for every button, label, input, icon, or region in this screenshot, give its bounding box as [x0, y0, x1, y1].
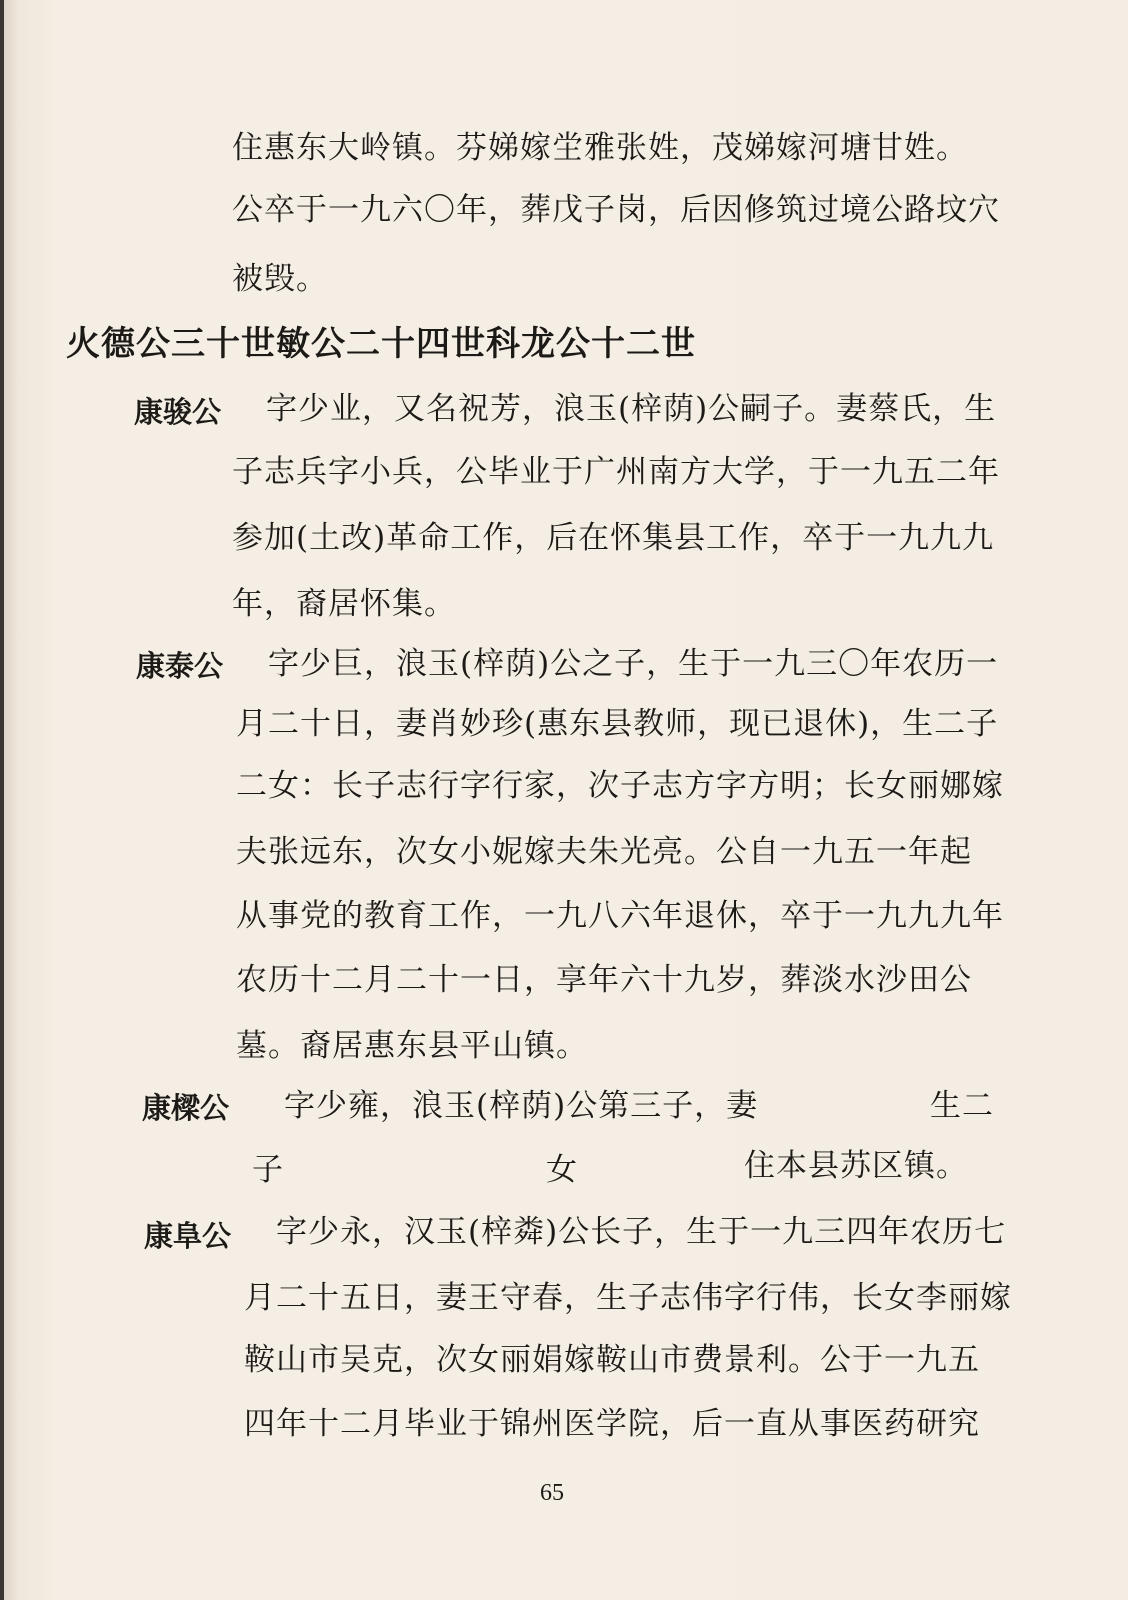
section-heading: 火德公三十世敏公二十四世科龙公十二世 [66, 324, 696, 364]
text-line: 年，裔居怀集。 [232, 586, 456, 622]
text-line: 字少雍，浪玉(梓荫)公第三子，妻 [284, 1088, 759, 1124]
text-line: 二女：长子志行字行家，次子志方字方明；长女丽娜嫁 [236, 768, 1004, 804]
text-line: 参加(土改)革命工作，后在怀集县工作，卒于一九九九 [232, 520, 995, 556]
entry-name: 康骏公 [134, 395, 222, 429]
text-line: 月二十日，妻肖妙珍(惠东县教师，现已退休)，生二子 [236, 706, 999, 742]
text-line: 墓。裔居惠东县平山镇。 [236, 1028, 588, 1064]
entry-name: 康阜公 [144, 1219, 232, 1253]
text-line: 公卒于一九六〇年，葬戊子岗，后因修筑过境公路坟穴 [232, 192, 1000, 228]
text-line: 被毁。 [232, 261, 328, 297]
text-line: 月二十五日，妻王守春，生子志伟字行伟，长女李丽嫁 [244, 1280, 1012, 1316]
text-line: 女 [546, 1152, 578, 1188]
text-line: 字少永，汉玉(梓粦)公长子，生于一九三四年农历七 [276, 1214, 1007, 1250]
page-edge-shadow [0, 0, 4, 1600]
entry-name: 康樑公 [142, 1091, 230, 1125]
text-line: 字少巨，浪玉(梓荫)公之子，生于一九三〇年农历一 [268, 646, 999, 682]
text-line: 字少业，又名祝芳，浪玉(梓荫)公嗣子。妻蔡氏，生 [266, 391, 997, 427]
text-line: 鞍山市吴克，次女丽娟嫁鞍山市费景利。公于一九五 [244, 1342, 980, 1378]
text-line: 四年十二月毕业于锦州医学院，后一直从事医药研究 [244, 1406, 980, 1442]
text-line: 子志兵字小兵，公毕业于广州南方大学，于一九五二年 [232, 454, 1000, 490]
text-line: 夫张远东，次女小妮嫁夫朱光亮。公自一九五一年起 [236, 834, 972, 870]
text-line: 生二 [930, 1088, 994, 1124]
text-line: 住惠东大岭镇。芬娣嫁坣雅张姓，茂娣嫁河塘甘姓。 [232, 130, 968, 166]
text-line: 子 [252, 1152, 284, 1188]
page-number: 65 [540, 1480, 564, 1506]
text-line: 农历十二月二十一日，享年六十九岁，葬淡水沙田公 [236, 962, 972, 998]
text-line: 住本县苏区镇。 [744, 1148, 968, 1184]
text-line: 从事党的教育工作，一九八六年退休，卒于一九九九年 [236, 898, 1004, 934]
entry-name: 康泰公 [136, 649, 224, 683]
